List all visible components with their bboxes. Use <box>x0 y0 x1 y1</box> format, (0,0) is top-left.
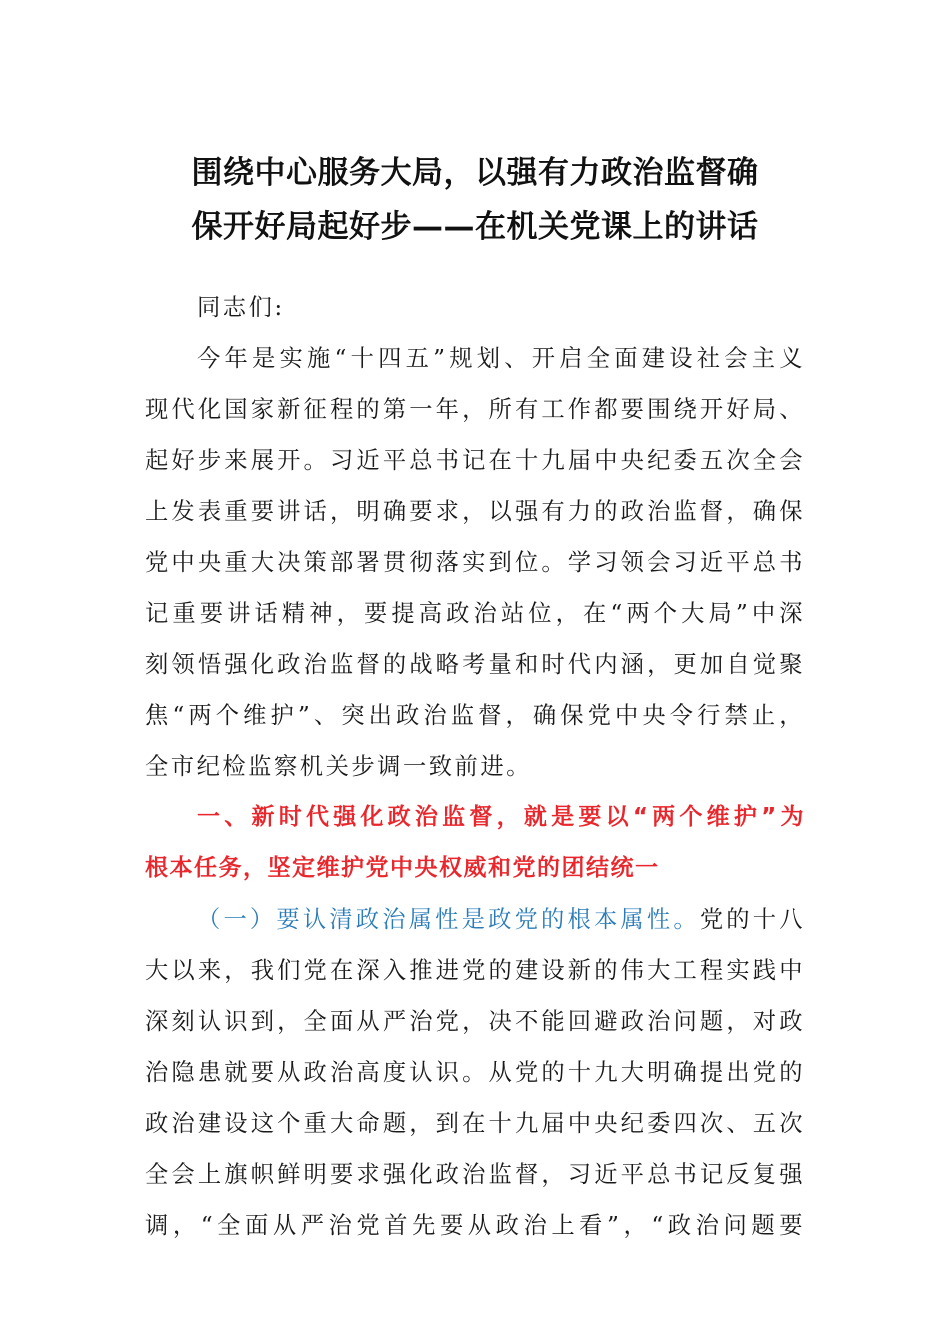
subsection-line: 政治建设这个重大命题，到在十九届中央纪委四次、五次 <box>145 1110 805 1137</box>
intro-line: 记重要讲话精神，要提高政治站位，在“两个大局”中深 <box>145 600 805 627</box>
subsection-line: 治隐患就要从政治高度认识。从党的十九大明确提出党的 <box>145 1059 805 1086</box>
intro-line: 现代化国家新征程的第一年，所有工作都要围绕开好局、 <box>145 396 805 423</box>
intro-line: 起好步来展开。习近平总书记在十九届中央纪委五次全会 <box>145 447 805 474</box>
subsection-paragraph-1 <box>145 894 805 1251</box>
subsection-heading: （一）要认清政治属性是政党的根本属性。 <box>197 906 700 933</box>
subsection-line: 大以来，我们党在深入推进党的建设新的伟大工程实践中 <box>145 957 805 984</box>
title-line-1: 围绕中心服务大局，以强有力政治监督确 <box>191 155 759 191</box>
subsection-line: 调，“全面从严治党首先要从政治上看”，“政治问题要 <box>145 1212 805 1239</box>
intro-line: 上发表重要讲话，明确要求，以强有力的政治监督，确保 <box>145 498 805 525</box>
intro-line: 今年是实施“十四五”规划、开启全面建设社会主义 <box>197 345 805 372</box>
document-body <box>145 282 805 1251</box>
section-heading-1 <box>145 792 805 894</box>
document-title <box>145 0 805 254</box>
section-heading-line-1: 一、新时代强化政治监督，就是要以“两个维护”为 <box>197 804 805 830</box>
subsection-line: 深刻认识到，全面从严治党，决不能回避政治问题，对政 <box>145 1008 805 1035</box>
intro-line: 焦“两个维护”、突出政治监督，确保党中央令行禁止， <box>145 702 805 729</box>
intro-line: 全市纪检监察机关步调一致前进。 <box>145 753 532 780</box>
intro-line: 党中央重大决策部署贯彻落实到位。学习领会习近平总书 <box>145 549 805 576</box>
salutation: 同志们: <box>197 294 285 321</box>
subsection-first-text: 党的十八 <box>699 906 806 933</box>
subsection-line: 全会上旗帜鲜明要求强化政治监督，习近平总书记反复强 <box>145 1161 805 1188</box>
subsection-first-line <box>145 894 805 945</box>
intro-paragraph <box>145 333 805 792</box>
section-heading-line-2: 根本任务，坚定维护党中央权威和党的团结统一 <box>145 855 660 881</box>
intro-line: 刻领悟强化政治监督的战略考量和时代内涵，更加自觉聚 <box>145 651 805 678</box>
title-line-2: 保开好局起好步——在机关党课上的讲话 <box>191 209 759 245</box>
